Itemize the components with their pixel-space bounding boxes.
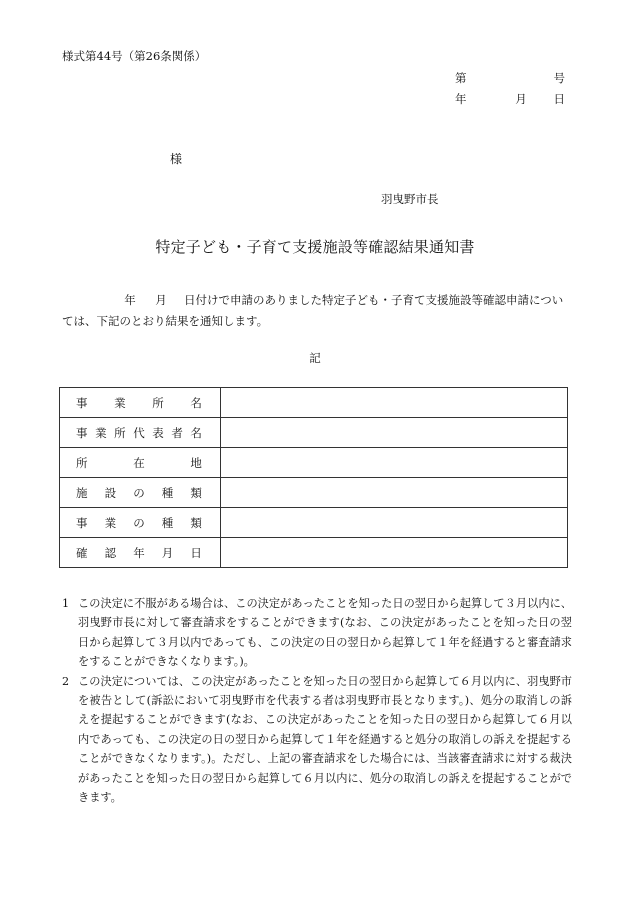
label-char: 施 [76,485,88,500]
label-char: 業 [114,395,126,410]
body-month: 月 [155,293,167,307]
note-text: この決定については、この決定があったことを知った日の翌日から起算して６月以内に、羽曳野市を被告として(訴訟において羽曳野市を代表する者は羽曳野市長となります。)、処分の取消しの訴えを提起することができます(なお、この決定があったことを知った日の翌日から起算して６月以内であっても、この決定の日の翌日から起算して１年を経過すると処分の取消しの訴えを提起することができなくなります。)。ただし、上記の審査請求をした場合には、当該審査請求に対する裁決があったことを知った日の翌日から起算して６月以内に、処分の取消しの訴えを提起することができます。 [78,674,572,805]
row-label [60,448,221,478]
label-char: 設 [104,485,117,500]
row-value[interactable] [220,388,567,418]
table-row [60,418,568,448]
ki-heading: 記 [309,351,321,365]
row-label [60,478,221,508]
label-char: 類 [190,515,202,530]
facility-info-table [59,387,568,568]
notes-section [62,594,572,807]
body-year: 年 [124,293,136,307]
label-char: 者 [171,425,183,440]
label-char: の [133,485,145,500]
issuer-name: 羽曳野市長 [381,192,439,206]
label-char: の [133,515,145,530]
label-char: 事 [76,395,88,410]
label-char: 事 [76,515,88,530]
document-number-line [455,70,565,86]
label-char: 名 [190,395,202,410]
row-label [60,538,221,568]
label-char: 表 [152,425,164,440]
body-line1: 日付けで申請のありました特定子ども・子育て支援施設等確認申請につい [184,293,564,307]
label-char: 日 [190,545,202,560]
label-char: 地 [190,455,202,470]
label-char: 所 [76,455,88,470]
label-char: 年 [133,545,145,560]
label-char: 在 [133,455,145,470]
label-char: 確 [76,545,88,560]
label-char: 名 [190,425,202,440]
label-char: 業 [104,515,117,530]
note-item [62,594,572,672]
body-line2: ては、下記のとおり結果を通知します。 [62,314,269,328]
document-title: 特定子ども・子育て支援施設等確認結果通知書 [155,238,475,256]
addressee-honorific: 様 [170,152,183,166]
row-value[interactable] [220,448,567,478]
row-value[interactable] [220,418,567,448]
date-day: 日 [553,92,565,106]
label-char: 代 [133,425,145,440]
table-row [60,538,568,568]
row-value[interactable] [220,538,567,568]
row-label [60,418,221,448]
note-number: 1 [62,597,70,610]
row-value[interactable] [220,508,567,538]
note-number: 2 [62,674,70,688]
table-row [60,448,568,478]
date-year: 年 [455,92,467,106]
label-char: 所 [114,425,126,440]
table-row [60,388,568,418]
table-row [60,508,568,538]
label-char: 認 [104,545,117,560]
note-text: この決定に不服がある場合は、この決定があったことを知った日の翌日から起算して３月以内に、羽曳野市長に対して審査請求をすることができます(なお、この決定があったことを知った日の翌日から起算して３月以内であっても、この決定の日の翌日から起算して１年を経過すると審査請求をすることができなくなります。)。 [78,597,572,669]
row-label [60,508,221,538]
number-prefix: 第 [455,71,467,85]
label-char: 事 [76,425,88,440]
body-paragraph [62,290,570,332]
label-char: 月 [161,545,174,560]
label-char: 業 [95,425,107,440]
row-value[interactable] [220,478,567,508]
label-char: 類 [190,485,202,500]
label-char: 所 [152,395,164,410]
issue-date-line [455,91,565,107]
label-char: 種 [161,485,174,500]
number-suffix: 号 [553,71,565,85]
note-item [62,672,572,808]
row-label [60,388,221,418]
table-row [60,478,568,508]
form-number: 様式第44号（第26条関係） [62,49,207,63]
label-char: 種 [161,515,174,530]
date-month: 月 [515,92,527,106]
